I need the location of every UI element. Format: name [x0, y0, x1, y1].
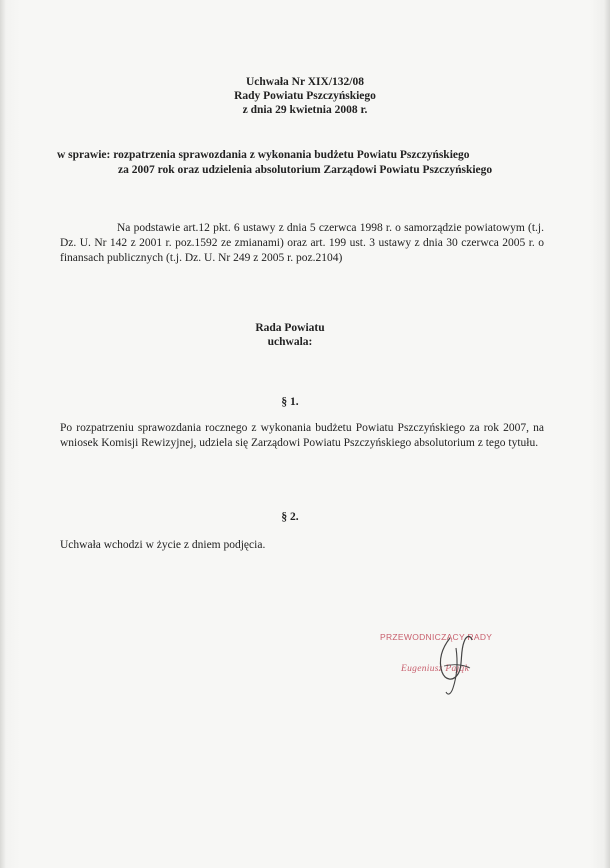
resolution-number: Uchwała Nr XIX/132/08 — [246, 76, 364, 88]
council-label: Rada Powiatu — [255, 322, 325, 334]
legal-basis-text: Na podstawie art.12 pkt. 6 ustawy z dnia 5 czerwca 1998 r. o samorządzie powiatowym (t.j. Dz. U. Nr 142 z 2001 r. poz.1592 ze zmianami) oraz art. 199 ust. 3 ustawy z dnia 30 czerwca 2005 r. o finansach publicznych (t.j. Dz. U. Nr 249 z 2005 r. poz.2104) — [60, 222, 544, 264]
subject-line-1: w sprawie: rozpatrzenia sprawozdania z wykonania budżetu Powiatu Pszczyńskiego — [57, 149, 470, 161]
council-resolves — [0, 321, 580, 349]
resolution-subject — [57, 148, 557, 178]
council-name: Rady Powiatu Pszczyńskiego — [234, 90, 376, 102]
resolves-label: uchwala: — [267, 336, 313, 348]
section-2-text: Uchwała wchodzi w życie z dniem podjęcia. — [60, 539, 266, 551]
section-1-heading: § 1. — [281, 396, 299, 408]
legal-basis-paragraph — [60, 221, 544, 266]
section-2-heading: § 2. — [281, 511, 299, 523]
stamp-title: PRZEWODNICZĄCY RADY — [380, 632, 493, 642]
handwritten-signature — [420, 628, 490, 698]
resolution-header — [0, 75, 610, 117]
subject-line-2: za 2007 rok oraz udzielenia absolutorium Zarządowi Powiatu Pszczyńskiego — [118, 164, 493, 176]
section-1-text: Po rozpatrzeniu sprawozdania rocznego z wykonania budżetu Powiatu Pszczyńskiego za rok 2007, na wniosek Komisji Rewizyjnej, udziela się Zarządowi Powiatu Pszczyńskiego absolutorium z tego tytułu. — [60, 422, 544, 449]
resolution-date: z dnia 29 kwietnia 2008 r. — [242, 104, 368, 116]
stamp-name: Eugeniusz Pająk — [401, 664, 470, 674]
